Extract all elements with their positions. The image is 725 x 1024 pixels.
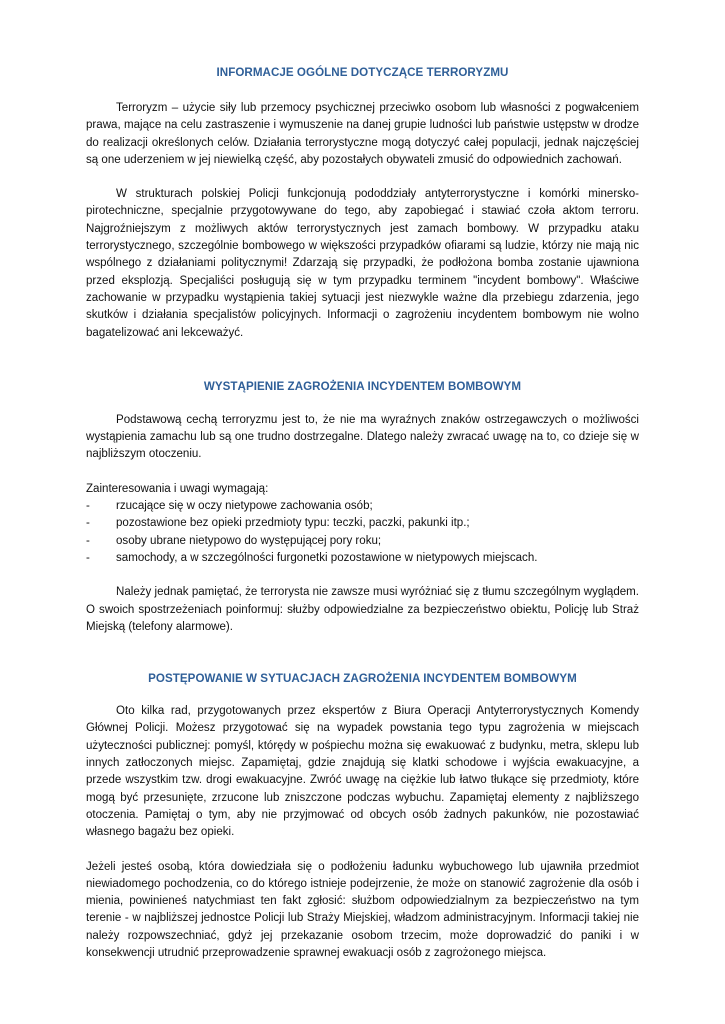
list-item-text: osoby ubrane nietypowo do występującej pory roku; <box>116 534 382 547</box>
dash-marker: - <box>86 500 90 513</box>
dash-marker: - <box>86 517 90 530</box>
paragraph-police-structures: W strukturach polskiej Policji funkcjonują pododdziały antyterrorystyczne i komórki minersko-pirotechniczne, specjalnie przygotowywane do tego, aby zapobiegać i stawiać czoła aktom terroru. Najgroźniejszym z możliwych aktów terrorystycznych jest zamach bombowy. W przypadku ataku terrorystycznego, szczególnie bombowego w większości przypadków ofiarami są ludzie, którzy nie mają nic wspólnego z działaniami politycznymi! Zdarzają się przypadki, że podłożona bomba zostanie ujawniona przed eksplozją. Specjaliści posługują się w tym przypadku terminem "incydent bombowy". Właściwe zachowanie w przypadku wystąpienia takiej sytuacji jest niezwykle ważne dla przebiegu zdarzenia, jego skutków i działania specjalistów policyjnych. Informacji o zagrożeniu incydentem bombowym nie wolno bagatelizować ani lekceważyć. <box>86 188 639 339</box>
list-item <box>86 550 639 567</box>
paragraph-terrorism-definition: Terroryzm – użycie siły lub przemocy psychicznej przeciwko osobom lub własności z pogwałceniem prawa, mające na celu zastraszenie i wymuszenie na danej grupie ludności lub państwie ustępstw w drodze do realizacji określonych celów. Działania terrorystyczne mogą dotyczyć całej populacji, jednak najczęściej są one uderzeniem w jej niewielką część, aby pozostałych obywateli zmusić do odpowiednich zachowań. <box>86 102 639 166</box>
dash-marker: - <box>86 534 90 547</box>
list-intro: Zainteresowania i uwagi wymagają: <box>86 482 269 495</box>
section-title-bomb-threat: WYSTĄPIENIE ZAGROŻENIA INCYDENTEM BOMBOWYM <box>203 379 522 393</box>
paragraph-report-observations: Należy jednak pamiętać, że terrorysta nie zawsze musi wyróżniać się z tłumu szczególnym wyglądem. O swoich spostrzeżeniach poinformuj: służby odpowiedzialne za bezpieczeństwo obiektu, Policję lub Straż Miejską (telefony alarmowe). <box>86 586 639 633</box>
list-item-text: rzucające się w oczy nietypowe zachowania osób; <box>116 500 373 513</box>
list-item <box>86 533 639 550</box>
list-item <box>86 498 639 515</box>
paragraph-reporting-duty: Jeżeli jesteś osobą, która dowiedziała się o podłożeniu ładunku wybuchowego lub ujawniła przedmiot niewiadomego pochodzenia, co do którego istnieje podejrzenie, że może on stanowić zagrożenie dla osób i mienia, powinieneś natychmiast ten fakt zgłosić: służbom odpowiedzialnym za bezpieczeństwo na tym terenie - w najbliższej jednostce Policji lub Straży Miejskiej, władzom administracyjnym. Informacji takiej nie należy rozpowszechniać, gdyż jej przekazanie osobom trzecim, może doprowadzić do paniki i w konsekwencji utrudnić przeprowadzenie sprawnej ewakuacji osób z zagrożonego miejsca. <box>86 860 639 959</box>
section-title-procedures: POSTĘPOWANIE W SYTUACJACH ZAGROŻENIA INCYDENTEM BOMBOWYM <box>148 672 577 686</box>
list-item-text: samochody, a w szczególności furgonetki pozostawione w nietypowych miejscach. <box>116 551 538 564</box>
section-title-general-info: INFORMACJE OGÓLNE DOTYCZĄCE TERRORYZMU <box>216 66 509 79</box>
paragraph-expert-advice: Oto kilka rad, przygotowanych przez ekspertów z Biura Operacji Antyterrorystycznych Komendy Głównej Policji. Możesz przygotować się na wypadek powstania tego typu zagrożenia w miejscach użyteczności publicznej: pomyśl, którędy w pośpiechu można się ewakuować z budynku, metra, sklepu lub innych zatłoczonych miejsc. Zapamiętaj, gdzie znajdują się klatki schodowe i wyjścia ewakuacyjne, a przede wszystkim tzw. drogi ewakuacyjne. Zwróć uwagę na ciężkie lub łatwo tłukące się przedmioty, które mogą być przesunięte, zrzucone lub zniszczone podczas wybuchu. Zapamiętaj elementy z najbliższego otoczenia. Pamiętaj o tym, aby nie przyjmować od obcych osób żadnych pakunków, nie pozostawiać własnego bagażu bez opieki. <box>86 705 639 839</box>
list-item <box>86 515 639 532</box>
attention-list <box>86 498 639 567</box>
list-item-text: pozostawione bez opieki przedmioty typu: teczki, paczki, pakunki itp.; <box>116 517 470 530</box>
dash-marker: - <box>86 551 90 564</box>
document-page <box>86 66 639 962</box>
paragraph-warning-signs: Podstawową cechą terroryzmu jest to, że nie ma wyraźnych znaków ostrzegawczych o możliwości wystąpienia zamachu lub są one trudno dostrzegalne. Dlatego należy zwracać uwagę na to, co dzieje się w najbliższym otoczeniu. <box>86 413 639 461</box>
